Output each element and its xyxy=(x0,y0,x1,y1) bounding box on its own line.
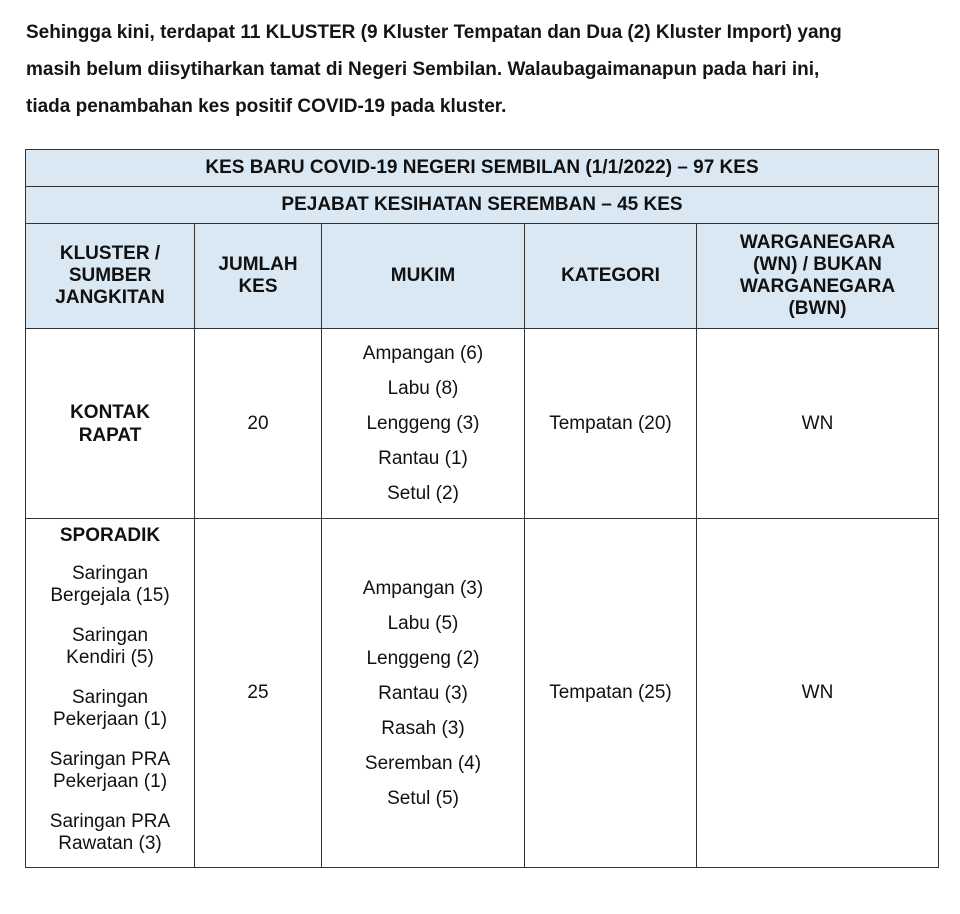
table-subtitle: PEJABAT KESIHATAN SEREMBAN – 45 KES xyxy=(26,187,939,224)
sporadik-item-line: Bergejala (15) xyxy=(50,585,170,606)
intro-line-3: tiada penambahan kes positif COVID-19 pada kluster. xyxy=(26,96,507,117)
mukim-cell xyxy=(322,519,525,868)
jumlah-cell: 25 xyxy=(195,519,322,868)
kategori-cell: Tempatan (25) xyxy=(525,519,697,868)
wn-cell: WN xyxy=(697,329,939,519)
sporadik-item-line: Saringan PRA xyxy=(49,811,171,832)
header-jumlah xyxy=(195,224,322,329)
jumlah-cell: 20 xyxy=(195,329,322,519)
mukim-item: Lenggeng (2) xyxy=(366,647,480,669)
header-kategori: KATEGORI xyxy=(525,224,697,329)
intro-paragraph xyxy=(26,14,926,125)
table-title-row xyxy=(26,150,939,187)
kluster-cell xyxy=(26,519,195,868)
mukim-item: Labu (5) xyxy=(387,612,459,634)
mukim-item: Setul (5) xyxy=(387,787,459,809)
header-mukim: MUKIM xyxy=(322,224,525,329)
header-kluster-line: SUMBER xyxy=(68,265,152,286)
column-header-row xyxy=(26,224,939,329)
mukim-item: Seremban (4) xyxy=(364,752,482,774)
wn-cell: WN xyxy=(697,519,939,868)
header-wn-line: WARGANEGARA xyxy=(739,232,896,253)
sporadik-title: SPORADIK xyxy=(59,525,161,546)
mukim-item: Labu (8) xyxy=(387,378,459,399)
sporadik-item xyxy=(30,563,190,607)
mukim-item: Lenggeng (3) xyxy=(366,413,480,434)
mukim-item: Rantau (3) xyxy=(378,682,468,704)
table-row xyxy=(26,329,939,519)
mukim-item: Ampangan (3) xyxy=(362,577,484,599)
mukim-item: Rantau (1) xyxy=(378,448,468,469)
sporadik-item-line: Saringan PRA xyxy=(49,749,171,770)
sporadik-item xyxy=(30,687,190,731)
sporadik-item xyxy=(30,625,190,669)
mukim-item: Ampangan (6) xyxy=(362,343,484,364)
intro-line-2: masih belum diisytiharkan tamat di Negeri Sembilan. Walaubagaimanapun pada hari ini, xyxy=(26,59,820,80)
table-title: KES BARU COVID-19 NEGERI SEMBILAN (1/1/2022) – 97 KES xyxy=(26,150,939,187)
covid-cases-table xyxy=(25,149,939,868)
header-kluster-line: JANGKITAN xyxy=(55,287,165,308)
sporadik-item-line: Saringan xyxy=(71,625,149,646)
header-warganegara xyxy=(697,224,939,329)
sporadik-item-line: Saringan xyxy=(71,563,149,584)
sporadik-item-line: Rawatan (3) xyxy=(58,833,162,854)
header-kluster xyxy=(26,224,195,329)
kategori-cell: Tempatan (20) xyxy=(525,329,697,519)
sporadik-item-line: Pekerjaan (1) xyxy=(52,709,168,730)
kluster-cell xyxy=(26,329,195,519)
sporadik-item-line: Kendiri (5) xyxy=(66,647,154,668)
mukim-cell xyxy=(322,329,525,519)
table-row xyxy=(26,519,939,868)
header-jumlah-line: KES xyxy=(238,276,278,297)
mukim-item: Rasah (3) xyxy=(381,717,465,739)
sporadik-item-line: Saringan xyxy=(71,687,149,708)
table-subtitle-row xyxy=(26,187,939,224)
mukim-item: Setul (2) xyxy=(387,483,459,504)
kluster-line: RAPAT xyxy=(78,424,142,446)
header-wn-line: (WN) / BUKAN xyxy=(753,254,882,275)
intro-line-1: Sehingga kini, terdapat 11 KLUSTER (9 Kluster Tempatan dan Dua (2) Kluster Import) yang xyxy=(26,22,842,43)
header-wn-line: (BWN) xyxy=(788,298,847,319)
sporadik-item-line: Pekerjaan (1) xyxy=(52,771,168,792)
kluster-line: KONTAK xyxy=(70,401,150,423)
header-kluster-line: KLUSTER / xyxy=(59,243,161,264)
sporadik-item xyxy=(30,811,190,855)
header-wn-line: WARGANEGARA xyxy=(739,276,896,297)
sporadik-item xyxy=(30,749,190,793)
header-jumlah-line: JUMLAH xyxy=(218,254,298,275)
